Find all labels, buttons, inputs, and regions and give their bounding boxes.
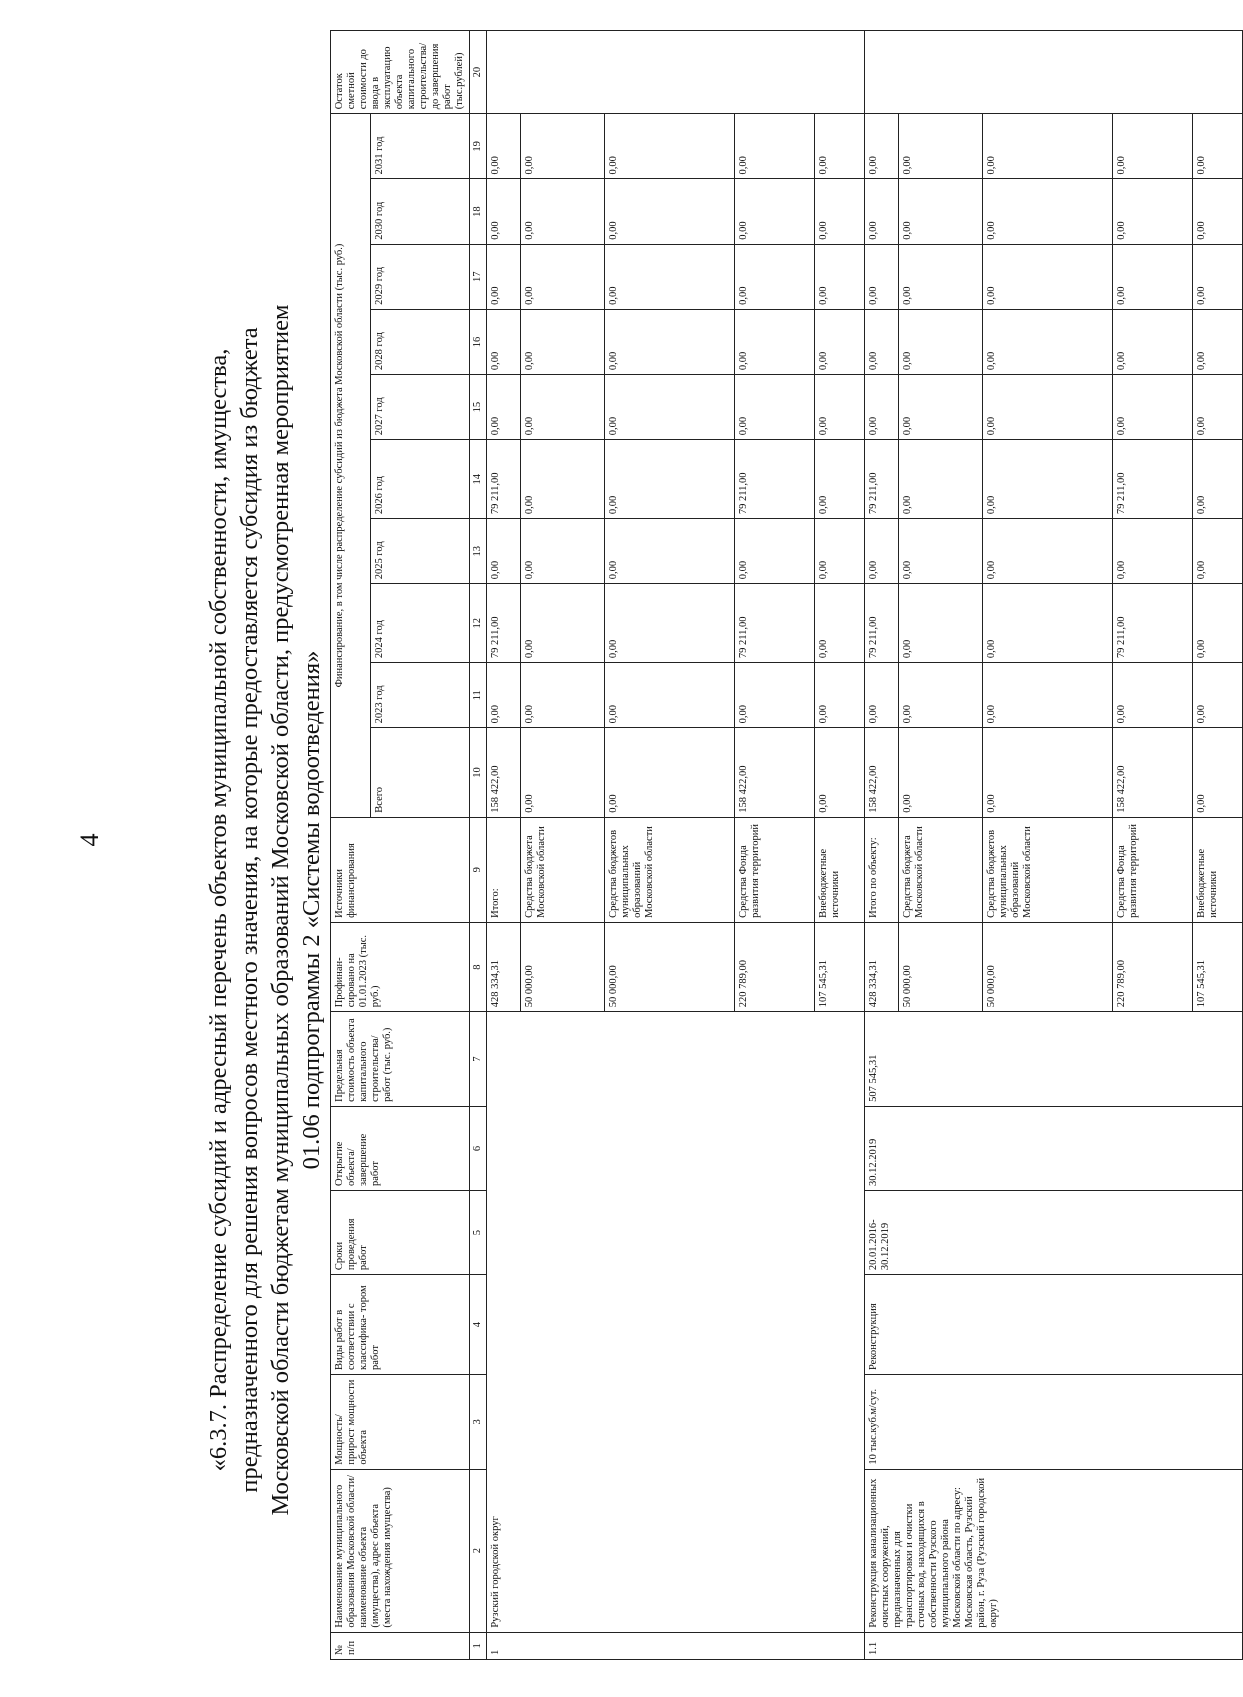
- amount-cell: 0,00: [605, 728, 735, 817]
- page-number: 4: [75, 833, 104, 847]
- header-limit-cost: Предельная стоимость объекта капитального строительства/ работ (тыс. руб.): [331, 1012, 470, 1107]
- column-number: 8: [470, 922, 487, 1011]
- header-2030: 2030 год: [370, 179, 469, 244]
- amount-cell: 0,00: [815, 375, 865, 440]
- amount-cell: 0,00: [735, 309, 815, 374]
- title-line: предназначенного для решения вопросов местного значения, на которые предоставляется субсидия из бюджета: [236, 327, 263, 1493]
- amount-cell: 0,00: [605, 114, 735, 179]
- amount-cell: 158 422,00: [1113, 728, 1193, 817]
- object-work-type: Реконструкция: [865, 1275, 1243, 1375]
- amount-cell: 0,00: [1193, 244, 1243, 309]
- amount-cell: 0,00: [815, 728, 865, 817]
- amount-cell: 0,00: [899, 179, 983, 244]
- amount-cell: 0,00: [899, 663, 983, 728]
- amount-cell: 0,00: [899, 519, 983, 584]
- amount-cell: 0,00: [521, 519, 605, 584]
- amount-cell: 0,00: [735, 244, 815, 309]
- amount-cell: 79 211,00: [735, 440, 815, 519]
- table-row: [865, 31, 899, 1660]
- title-line: «6.3.7. Распределение субсидий и адресный перечень объектов муниципальной собственности, имущества,: [205, 348, 232, 1472]
- header-2027: 2027 год: [370, 375, 469, 440]
- header-2031: 2031 год: [370, 114, 469, 179]
- column-number: 19: [470, 114, 487, 179]
- column-number: 11: [470, 663, 487, 728]
- amount-cell: 0,00: [899, 375, 983, 440]
- object-limit-cost: 507 545,31: [865, 1012, 1243, 1107]
- funded-cell: 50 000,00: [521, 922, 605, 1011]
- amount-cell: 0,00: [1113, 179, 1193, 244]
- source-cell: Средства бюджета Московской области: [899, 817, 983, 922]
- amount-cell: 0,00: [815, 309, 865, 374]
- amount-cell: 79 211,00: [487, 440, 521, 519]
- amount-cell: 0,00: [487, 179, 521, 244]
- funded-cell: 50 000,00: [983, 922, 1113, 1011]
- funded-cell: 428 334,31: [865, 922, 899, 1011]
- amount-cell: 0,00: [1193, 179, 1243, 244]
- title-line: Московской области бюджетам муниципальных образований Московской области, предусмотренная мероприятием: [267, 304, 294, 1516]
- amount-cell: 0,00: [605, 440, 735, 519]
- amount-cell: 0,00: [983, 179, 1113, 244]
- amount-cell: 0,00: [521, 114, 605, 179]
- amount-cell: 0,00: [605, 244, 735, 309]
- header-name: Наименование муниципального образования Московской области/наименование объекта (имущества), адрес объекта (места нахождения имущества): [331, 1469, 470, 1632]
- amount-cell: 0,00: [983, 244, 1113, 309]
- object-period: 20.01.2016- 30.12.2019: [865, 1191, 1243, 1275]
- funded-cell: 50 000,00: [899, 922, 983, 1011]
- header-work-type: Виды работ в соответствии с классифика- тором работ: [331, 1275, 470, 1375]
- amount-cell: 79 211,00: [735, 584, 815, 663]
- amount-cell: 0,00: [815, 114, 865, 179]
- amount-cell: 0,00: [735, 179, 815, 244]
- amount-cell: 0,00: [865, 179, 899, 244]
- column-number: 15: [470, 375, 487, 440]
- amount-cell: 0,00: [1193, 728, 1243, 817]
- column-number-row: [470, 31, 487, 1660]
- amount-cell: 0,00: [815, 244, 865, 309]
- amount-cell: 0,00: [605, 375, 735, 440]
- source-cell: Средства Фонда развития территорий: [735, 817, 815, 922]
- amount-cell: 0,00: [1113, 114, 1193, 179]
- amount-cell: 0,00: [983, 663, 1113, 728]
- amount-cell: 0,00: [1193, 114, 1243, 179]
- amount-cell: 0,00: [899, 440, 983, 519]
- amount-cell: 0,00: [899, 309, 983, 374]
- amount-cell: 0,00: [1193, 663, 1243, 728]
- amount-cell: 0,00: [521, 375, 605, 440]
- funded-cell: 107 545,31: [815, 922, 865, 1011]
- column-number: 7: [470, 1012, 487, 1107]
- header-2026: 2026 год: [370, 440, 469, 519]
- amount-cell: 0,00: [735, 114, 815, 179]
- amount-cell: 0,00: [899, 584, 983, 663]
- amount-cell: 79 211,00: [1113, 440, 1193, 519]
- amount-cell: 0,00: [521, 440, 605, 519]
- amount-cell: 0,00: [1193, 584, 1243, 663]
- column-number: 2: [470, 1469, 487, 1632]
- column-number: 13: [470, 519, 487, 584]
- amount-cell: 0,00: [1193, 309, 1243, 374]
- funded-cell: 428 334,31: [487, 922, 521, 1011]
- amount-cell: 0,00: [1193, 440, 1243, 519]
- header-capacity: Мощность/ прирост мощности объекта: [331, 1375, 470, 1470]
- document-title: [203, 210, 327, 1610]
- header-source: Источники финансирования: [331, 817, 470, 922]
- amount-cell: 0,00: [1113, 663, 1193, 728]
- amount-cell: 0,00: [487, 663, 521, 728]
- remainder-cell: [487, 31, 865, 114]
- amount-cell: 0,00: [1113, 244, 1193, 309]
- amount-cell: 0,00: [735, 519, 815, 584]
- column-number: 1: [470, 1632, 487, 1659]
- column-number: 6: [470, 1106, 487, 1190]
- amount-cell: 0,00: [983, 440, 1113, 519]
- header-2023: 2023 год: [370, 663, 469, 728]
- amount-cell: 0,00: [1193, 375, 1243, 440]
- source-cell: Внебюджетные источники: [815, 817, 865, 922]
- amount-cell: 0,00: [1193, 519, 1243, 584]
- amount-cell: 0,00: [605, 663, 735, 728]
- amount-cell: 0,00: [983, 519, 1113, 584]
- amount-cell: 0,00: [1113, 309, 1193, 374]
- amount-cell: 79 211,00: [1113, 584, 1193, 663]
- amount-cell: 0,00: [815, 519, 865, 584]
- header-total: Всего: [370, 728, 469, 817]
- amount-cell: 0,00: [865, 519, 899, 584]
- amount-cell: 0,00: [983, 114, 1113, 179]
- funded-cell: 220 789,00: [1113, 922, 1193, 1011]
- column-number: 20: [470, 31, 487, 114]
- title-line: 01.06 подпрограммы 2 «Системы водоотведения»: [298, 650, 325, 1170]
- column-number: 12: [470, 584, 487, 663]
- amount-cell: 0,00: [815, 179, 865, 244]
- amount-cell: 79 211,00: [865, 440, 899, 519]
- header-2025: 2025 год: [370, 519, 469, 584]
- amount-cell: 79 211,00: [865, 584, 899, 663]
- amount-cell: 0,00: [521, 584, 605, 663]
- funded-cell: 50 000,00: [605, 922, 735, 1011]
- amount-cell: 79 211,00: [487, 584, 521, 663]
- object-name: Реконструкция канализационных очистных сооружений, предназначенных для транспортировки и очистки сточных вод, находящихся в собственности Рузского муниципального района Московской области по адресу: Московская область, Рузский район, г. Руза (Рузский городской округ): [865, 1469, 1243, 1632]
- section-name: Рузский городской округ: [487, 1012, 865, 1632]
- table-row: [487, 31, 521, 1660]
- amount-cell: 0,00: [815, 440, 865, 519]
- amount-cell: 0,00: [1113, 375, 1193, 440]
- source-cell: Средства бюджетов муниципальных образований Московской области: [605, 817, 735, 922]
- amount-cell: 0,00: [865, 375, 899, 440]
- column-number: 17: [470, 244, 487, 309]
- column-number: 18: [470, 179, 487, 244]
- amount-cell: 0,00: [487, 519, 521, 584]
- amount-cell: 0,00: [865, 663, 899, 728]
- amount-cell: 0,00: [899, 728, 983, 817]
- amount-cell: 0,00: [521, 663, 605, 728]
- source-cell: Средства бюджета Московской области: [521, 817, 605, 922]
- amount-cell: 0,00: [605, 584, 735, 663]
- header-financing-group: Финансирование, в том числе распределение субсидий из бюджета Московской области (тыс. руб.): [331, 114, 371, 817]
- source-cell: Итого:: [487, 817, 521, 922]
- amount-cell: 0,00: [605, 519, 735, 584]
- column-number: 14: [470, 440, 487, 519]
- header-funded: Профинан- сировано на 01.01.2023 (тыс. руб.): [331, 922, 470, 1011]
- amount-cell: 0,00: [487, 244, 521, 309]
- amount-cell: 0,00: [487, 309, 521, 374]
- amount-cell: 0,00: [865, 114, 899, 179]
- amount-cell: 0,00: [521, 179, 605, 244]
- header-2024: 2024 год: [370, 584, 469, 663]
- amount-cell: 0,00: [899, 114, 983, 179]
- header-open-date: Открытие объекта/ завершение работ: [331, 1106, 470, 1190]
- object-open-date: 30.12.2019: [865, 1106, 1243, 1190]
- subsidy-table: [330, 30, 1243, 1660]
- header-2028: 2028 год: [370, 309, 469, 374]
- amount-cell: 0,00: [605, 179, 735, 244]
- header-2029: 2029 год: [370, 244, 469, 309]
- section-number: 1: [487, 1632, 865, 1659]
- source-cell: Средства Фонда развития территорий: [1113, 817, 1193, 922]
- subsidy-table-container: [330, 30, 1219, 1660]
- column-number: 5: [470, 1191, 487, 1275]
- amount-cell: 158 422,00: [487, 728, 521, 817]
- amount-cell: 0,00: [735, 663, 815, 728]
- source-cell: Внебюджетные источники: [1193, 817, 1243, 922]
- amount-cell: 0,00: [899, 244, 983, 309]
- header-num: № п/п: [331, 1632, 470, 1659]
- column-number: 4: [470, 1275, 487, 1375]
- amount-cell: 0,00: [487, 114, 521, 179]
- amount-cell: 0,00: [487, 375, 521, 440]
- amount-cell: 0,00: [521, 728, 605, 817]
- amount-cell: 158 422,00: [735, 728, 815, 817]
- amount-cell: 0,00: [735, 375, 815, 440]
- column-number: 9: [470, 817, 487, 922]
- source-cell: Средства бюджетов муниципальных образований Московской области: [983, 817, 1113, 922]
- amount-cell: 0,00: [983, 375, 1113, 440]
- amount-cell: 0,00: [605, 309, 735, 374]
- amount-cell: 0,00: [1113, 519, 1193, 584]
- column-number: 10: [470, 728, 487, 817]
- amount-cell: 0,00: [521, 244, 605, 309]
- amount-cell: 0,00: [865, 309, 899, 374]
- object-number: 1.1: [865, 1632, 1243, 1659]
- header-remainder: Остаток сметной стоимости до ввода в эксплуатацию объекта капитального строительства/ до завершения работ (тыс.рублей): [331, 31, 470, 114]
- funded-cell: 220 789,00: [735, 922, 815, 1011]
- source-cell: Итого по объекту:: [865, 817, 899, 922]
- remainder-cell: [865, 31, 1243, 114]
- amount-cell: 158 422,00: [865, 728, 899, 817]
- amount-cell: 0,00: [815, 584, 865, 663]
- amount-cell: 0,00: [865, 244, 899, 309]
- amount-cell: 0,00: [983, 309, 1113, 374]
- column-number: 16: [470, 309, 487, 374]
- amount-cell: 0,00: [815, 663, 865, 728]
- amount-cell: 0,00: [983, 728, 1113, 817]
- amount-cell: 0,00: [983, 584, 1113, 663]
- table-body: [487, 31, 1243, 1660]
- header-period: Сроки проведения работ: [331, 1191, 470, 1275]
- amount-cell: 0,00: [521, 309, 605, 374]
- object-capacity: 10 тыс.куб.м/сут.: [865, 1375, 1243, 1470]
- funded-cell: 107 545,31: [1193, 922, 1243, 1011]
- column-number: 3: [470, 1375, 487, 1470]
